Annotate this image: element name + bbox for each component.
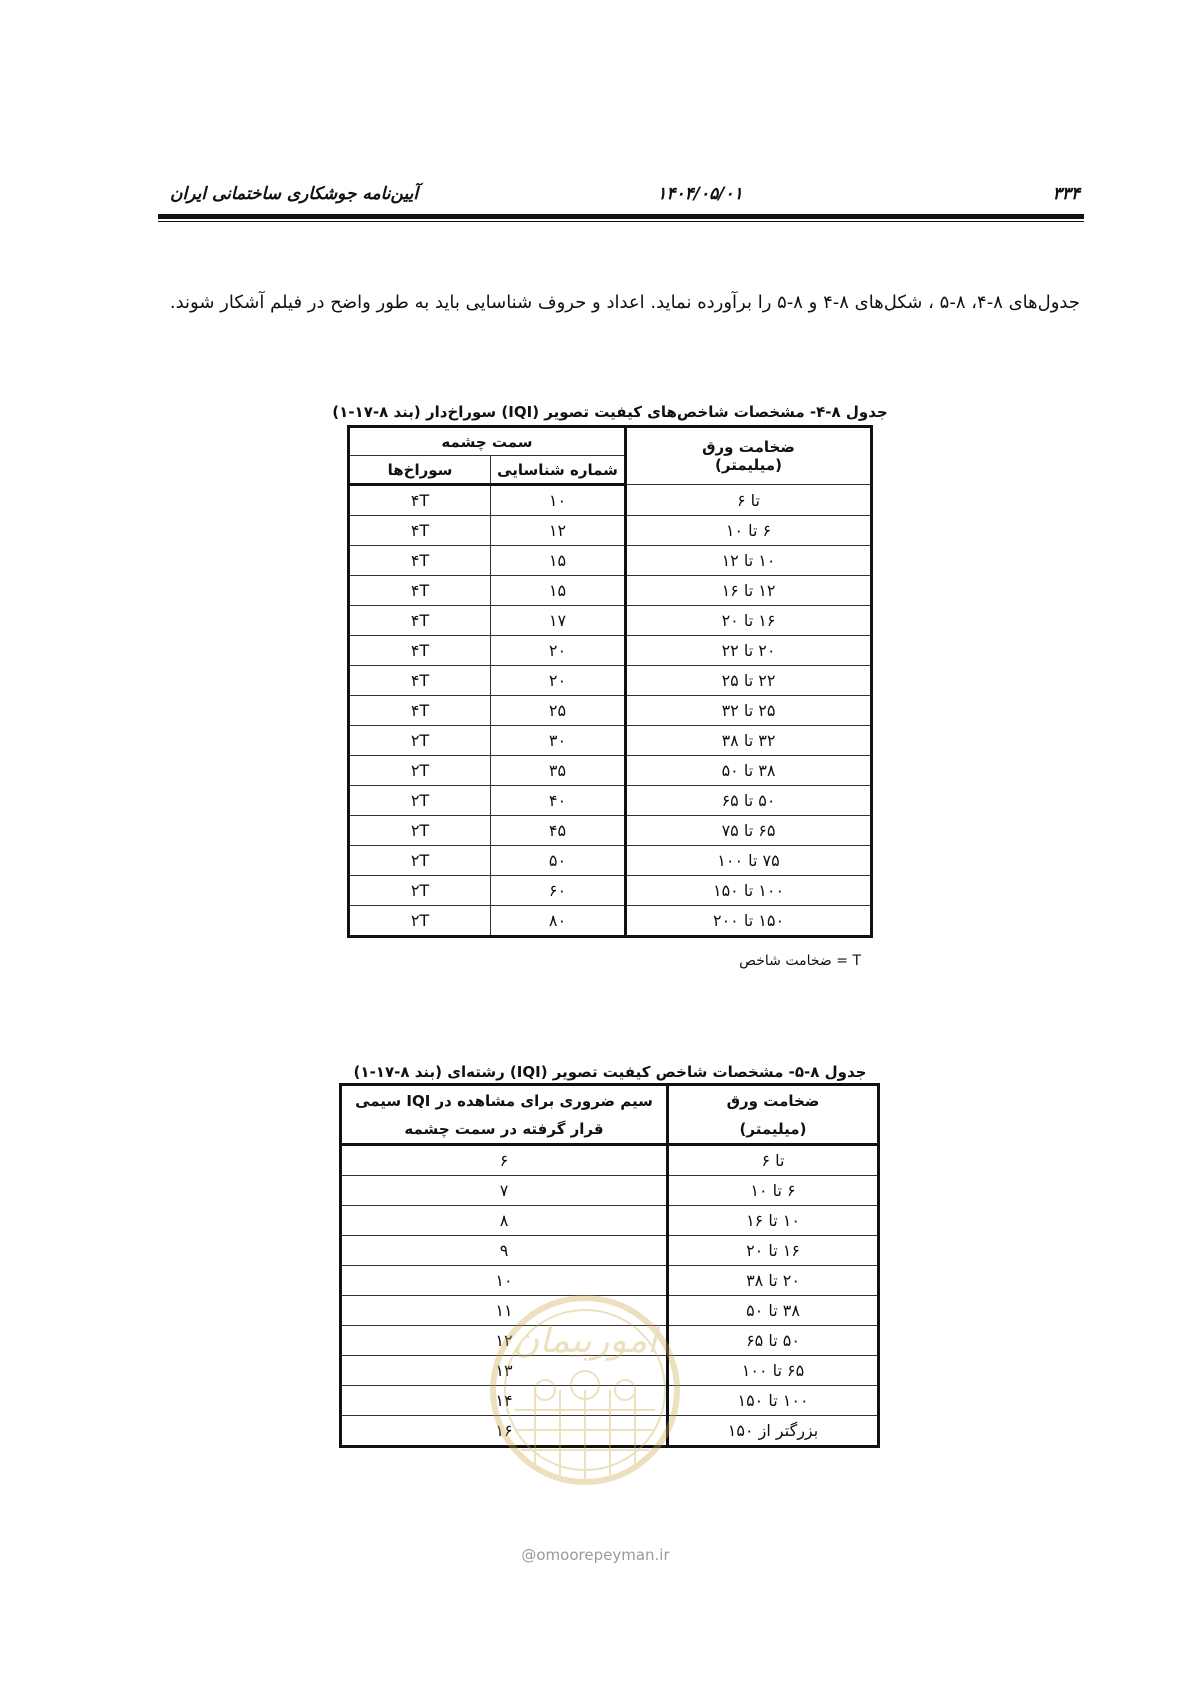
table-row	[349, 786, 872, 816]
cell-thickness: ۳۲ تا ۳۸	[626, 726, 872, 756]
table-row	[349, 546, 872, 576]
cell-holes: ۴T	[349, 606, 491, 636]
cell-id-number: ۳۰	[491, 726, 626, 756]
cell-id-number: ۱۰	[491, 485, 626, 516]
cell-thickness: ۲۰ تا ۲۲	[626, 636, 872, 666]
cell-id-number: ۲۵	[491, 696, 626, 726]
cell-thickness: ۷۵ تا ۱۰۰	[626, 846, 872, 876]
cell-id-number: ۲۰	[491, 636, 626, 666]
watermark-logo-text: امورپیمان	[512, 1320, 658, 1361]
table-row	[349, 846, 872, 876]
table-row	[349, 726, 872, 756]
cell-required-wire: ۱۲	[341, 1326, 668, 1356]
col-header-thickness: ضخامت ورق (میلیمتر)	[668, 1085, 879, 1145]
cell-thickness: ۲۰ تا ۳۸	[668, 1266, 879, 1296]
table-row	[349, 756, 872, 786]
cell-thickness: ۶ تا ۱۰	[626, 516, 872, 546]
cell-thickness: بزرگتر از ۱۵۰	[668, 1416, 879, 1447]
header-rule-thin	[158, 221, 1084, 222]
cell-id-number: ۴۵	[491, 816, 626, 846]
table-perforated-iqi	[347, 425, 873, 938]
body-paragraph: جدول‌های ۸-۴، ۸-۵ ، شکل‌های ۸-۴ و ۸-۵ را برآورده نماید. اعداد و حروف شناسایی باید به طور واضح در فیلم آشکار شوند.	[169, 292, 1080, 313]
col-header-thickness: ضخامت ورق (میلیمتر)	[626, 427, 872, 485]
col-header-required-wire: سیم ضروری برای مشاهده در IQI سیمی قرار گرفته در سمت چشمه	[341, 1085, 668, 1145]
table-row	[349, 636, 872, 666]
cell-thickness: ۱۶ تا ۲۰	[668, 1236, 879, 1266]
cell-required-wire: ۹	[341, 1236, 668, 1266]
at-icon: @	[521, 1546, 537, 1564]
page-number: ۳۳۴	[1052, 184, 1080, 204]
cell-holes: ۴T	[349, 485, 491, 516]
cell-thickness: ۶۵ تا ۷۵	[626, 816, 872, 846]
cell-id-number: ۳۵	[491, 756, 626, 786]
cell-holes: ۲T	[349, 906, 491, 937]
cell-thickness: ۱۲ تا ۱۶	[626, 576, 872, 606]
header-rule-thick	[158, 214, 1084, 219]
table2-caption: جدول ۸-۵- مشخصات شاخص کیفیت تصویر (IQI) رشته‌ای (بند ۸-۱۷-۱)	[353, 1063, 867, 1081]
table-row	[349, 606, 872, 636]
cell-required-wire: ۶	[341, 1145, 668, 1176]
cell-thickness: تا ۶	[626, 485, 872, 516]
table1-caption: جدول ۸-۴- مشخصات شاخص‌های کیفیت تصویر (IQI) سوراخ‌دار (بند ۸-۱۷-۱)	[332, 403, 888, 421]
cell-holes: ۲T	[349, 816, 491, 846]
cell-id-number: ۱۷	[491, 606, 626, 636]
table-row	[341, 1145, 879, 1176]
col-header-holes: سوراخ‌ها	[349, 456, 491, 485]
cell-thickness: ۶ تا ۱۰	[668, 1176, 879, 1206]
cell-required-wire: ۱۰	[341, 1266, 668, 1296]
header-date: ۱۴۰۴/۰۵/۰۱	[657, 184, 743, 204]
table-row	[349, 906, 872, 937]
watermark-site: @omoorepeyman.ir	[521, 1546, 670, 1564]
table-row	[349, 876, 872, 906]
cell-thickness: ۱۰۰ تا ۱۵۰	[626, 876, 872, 906]
table-row	[349, 516, 872, 546]
cell-thickness: ۳۸ تا ۵۰	[626, 756, 872, 786]
table-row	[341, 1206, 879, 1236]
cell-id-number: ۱۵	[491, 576, 626, 606]
cell-id-number: ۱۵	[491, 546, 626, 576]
cell-thickness: ۳۸ تا ۵۰	[668, 1296, 879, 1326]
col-header-source-side: سمت چشمه	[349, 427, 626, 456]
cell-holes: ۲T	[349, 756, 491, 786]
watermark-logo	[485, 1290, 685, 1510]
cell-id-number: ۶۰	[491, 876, 626, 906]
cell-id-number: ۸۰	[491, 906, 626, 937]
cell-required-wire: ۸	[341, 1206, 668, 1236]
cell-holes: ۲T	[349, 726, 491, 756]
page-header	[160, 184, 1080, 206]
cell-holes: ۴T	[349, 666, 491, 696]
cell-holes: ۲T	[349, 846, 491, 876]
cell-holes: ۴T	[349, 636, 491, 666]
cell-thickness: ۱۶ تا ۲۰	[626, 606, 872, 636]
table-row	[349, 576, 872, 606]
cell-holes: ۴T	[349, 546, 491, 576]
cell-id-number: ۴۰	[491, 786, 626, 816]
cell-required-wire: ۱۱	[341, 1296, 668, 1326]
cell-holes: ۲T	[349, 876, 491, 906]
table-row	[349, 666, 872, 696]
cell-holes: ۴T	[349, 696, 491, 726]
cell-thickness: ۱۰۰ تا ۱۵۰	[668, 1386, 879, 1416]
cell-thickness: تا ۶	[668, 1145, 879, 1176]
cell-required-wire: ۱۳	[341, 1356, 668, 1386]
cell-thickness: ۱۰ تا ۱۲	[626, 546, 872, 576]
cell-id-number: ۲۰	[491, 666, 626, 696]
col-header-id-number: شماره شناسایی	[491, 456, 626, 485]
cell-thickness: ۵۰ تا ۶۵	[668, 1326, 879, 1356]
cell-id-number: ۱۲	[491, 516, 626, 546]
cell-thickness: ۵۰ تا ۶۵	[626, 786, 872, 816]
cell-thickness: ۱۵۰ تا ۲۰۰	[626, 906, 872, 937]
book-title: آیین‌نامه جوشکاری ساختمانی ایران	[170, 184, 419, 204]
cell-holes: ۲T	[349, 786, 491, 816]
cell-holes: ۴T	[349, 516, 491, 546]
cell-thickness: ۲۵ تا ۳۲	[626, 696, 872, 726]
cell-thickness: ۱۰ تا ۱۶	[668, 1206, 879, 1236]
table-row	[341, 1176, 879, 1206]
cell-thickness: ۲۲ تا ۲۵	[626, 666, 872, 696]
table-row	[349, 485, 872, 516]
table-row	[349, 816, 872, 846]
cell-holes: ۴T	[349, 576, 491, 606]
table1-note: T = ضخامت شاخص	[739, 953, 861, 969]
table-row	[349, 696, 872, 726]
cell-required-wire: ۱۴	[341, 1386, 668, 1416]
cell-required-wire: ۱۶	[341, 1416, 668, 1447]
table-row	[341, 1236, 879, 1266]
cell-required-wire: ۷	[341, 1176, 668, 1206]
cell-thickness: ۶۵ تا ۱۰۰	[668, 1356, 879, 1386]
cell-id-number: ۵۰	[491, 846, 626, 876]
